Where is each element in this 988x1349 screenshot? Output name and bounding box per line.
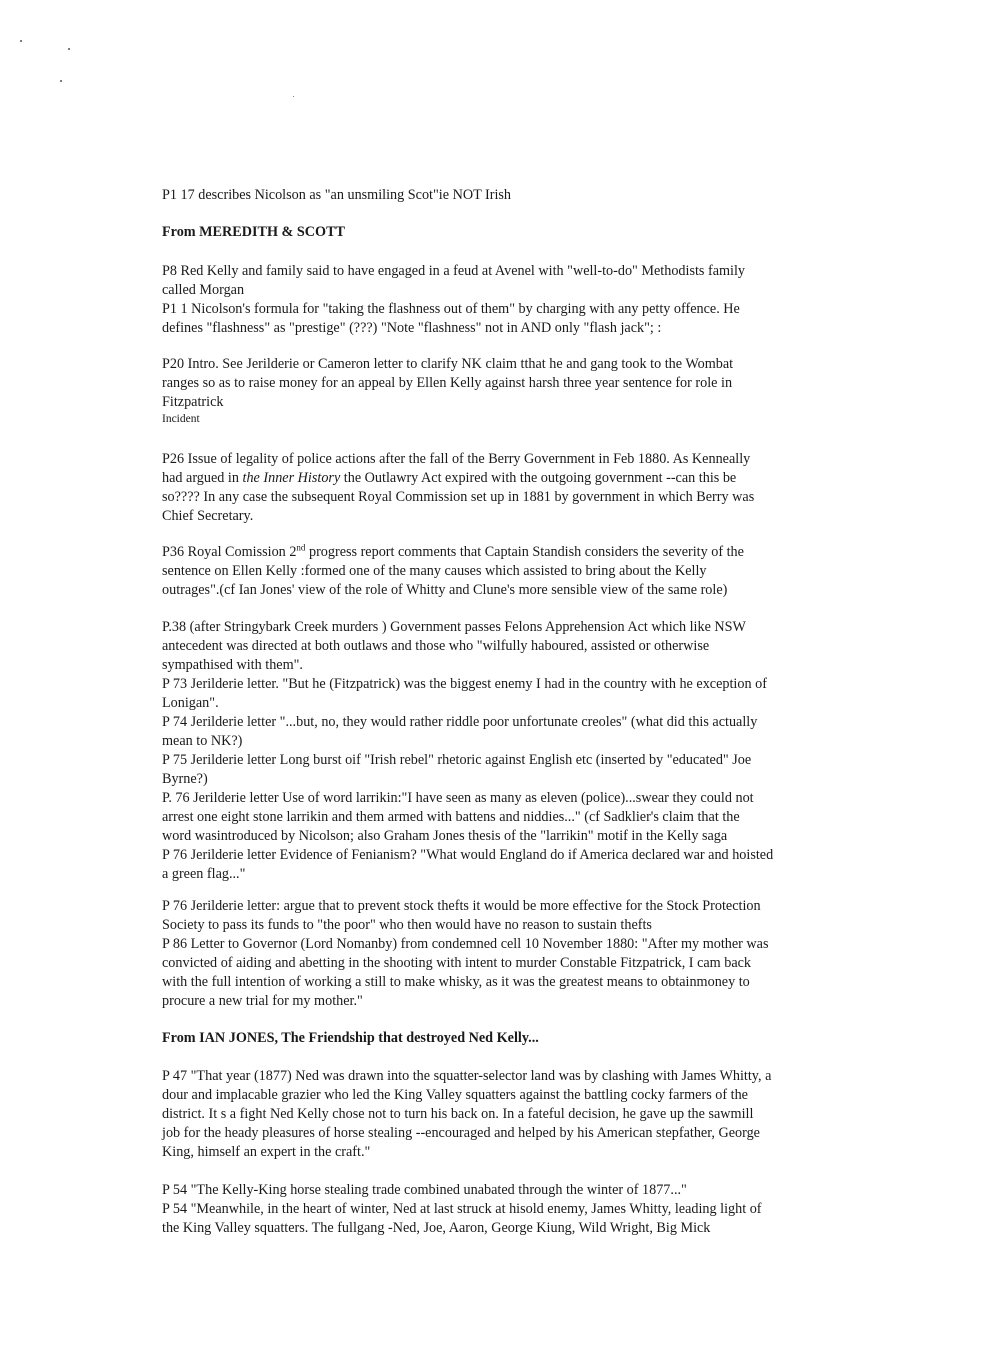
text-line: P 86 Letter to Governor (Lord Nomanby) from condemned cell 10 November 1880: "After my mother was	[162, 936, 769, 952]
text-line: P1 1 Nicolson's formula for "taking the flashness out of them" by charging with any petty offence. He	[162, 301, 740, 317]
paragraph-p36	[162, 543, 874, 600]
text-line: defines "flashness" as "prestige" (???) "Note "flashness" not in AND only "flash jack"; :	[162, 320, 662, 336]
scan-speck	[60, 80, 62, 82]
book-title: the Inner History	[242, 470, 341, 486]
paragraph-p76-p86	[162, 897, 874, 1011]
paragraph-p47	[162, 1067, 874, 1162]
text-line: sentence on Ellen Kelly :formed one of the many causes which assisted to bring about the Kelly	[162, 563, 707, 579]
text-line: Lonigan".	[162, 695, 219, 711]
text-line: Incident	[162, 413, 200, 425]
text-line: Byrne?)	[162, 771, 208, 787]
section-heading-meredith-scott	[162, 223, 874, 242]
text-line: P 54 "The Kelly-King horse stealing trade combined unabated through the winter of 1877..."	[162, 1182, 687, 1198]
text-line: procure a new trial for my mother."	[162, 993, 363, 1009]
text-line: word wasintroduced by Nicolson; also Graham Jones thesis of the "larrikin" motif in the Kelly saga	[162, 828, 728, 844]
text-fragment: P36 Royal Comission 2	[162, 544, 297, 560]
text-line	[162, 543, 874, 562]
text-line: P 76 Jerilderie letter Evidence of Fenianism? "What would England do if America declared war and hoisted	[162, 847, 774, 863]
text-line: King, himself an expert in the craft."	[162, 1144, 371, 1160]
text-line: job for the heady pleasures of horse stealing --encouraged and helped by his American stepfather, George	[162, 1125, 760, 1141]
text-line	[162, 469, 874, 488]
text-line: P1 17 describes Nicolson as "an unsmiling Scot"ie NOT Irish	[162, 187, 512, 203]
paragraph-p38-p76	[162, 618, 874, 884]
text-line: P 76 Jerilderie letter: argue that to prevent stock thefts it would be more effective for the Stock Protection	[162, 898, 761, 914]
text-fragment: progress report comments that Captain Standish considers the severity of the	[305, 544, 744, 560]
paragraph-p8-p11	[162, 262, 874, 338]
text-line: Chief Secretary.	[162, 508, 254, 524]
text-line: P26 Issue of legality of police actions after the fall of the Berry Government in Feb 1880. As Kenneally	[162, 451, 751, 467]
scan-speck	[20, 40, 22, 42]
text-line: P8 Red Kelly and family said to have engaged in a feud at Avenel with "well-to-do" Methodists family	[162, 263, 746, 279]
text-fragment: the Outlawry Act expired with the outgoing government --can this be	[340, 470, 737, 486]
text-line: so???? In any case the subsequent Royal Commission set up in 1881 by government in which Berry was	[162, 489, 755, 505]
text-line: called Morgan	[162, 282, 245, 298]
scan-speck	[293, 96, 294, 97]
paragraph-p26	[162, 450, 874, 526]
text-line: the King Valley squatters. The fullgang -Ned, Joe, Aaron, George Kiung, Wild Wright, Big Mick	[162, 1220, 711, 1236]
text-line: P 75 Jerilderie letter Long burst oif "Irish rebel" rhetoric against English etc (inserted by "educated" Joe	[162, 752, 752, 768]
text-line: Society to pass its funds to "the poor" who then would have no reason to sustain thefts	[162, 917, 652, 933]
text-line: dour and implacable grazier who led the King Valley squatters against the battling cocky farmers of the	[162, 1087, 748, 1103]
text-line: sympathised with them".	[162, 657, 303, 673]
text-line: P.38 (after Stringybark Creek murders ) Government passes Felons Apprehension Act which like NSW	[162, 619, 746, 635]
text-line: Fitzpatrick	[162, 394, 224, 410]
section-heading: From MEREDITH & SCOTT	[162, 224, 346, 240]
section-heading-ian-jones	[162, 1029, 874, 1048]
superscript: nd	[296, 542, 306, 553]
text-line: ranges so as to raise money for an appeal by Ellen Kelly against harsh three year sentence for role in	[162, 375, 733, 391]
text-line: P 74 Jerilderie letter "...but, no, they would rather riddle poor unfortunate creoles" (what did this actually	[162, 714, 758, 730]
text-line: outrages".(cf Ian Jones' view of the role of Whitty and Clune's more sensible view of the same role)	[162, 582, 728, 598]
scan-speck	[68, 48, 70, 50]
text-line: convicted of aiding and abetting in the shooting with intent to murder Constable Fitzpatrick, I cam back	[162, 955, 752, 971]
paragraph-p20	[162, 355, 874, 426]
section-heading: From IAN JONES, The Friendship that destroyed Ned Kelly...	[162, 1030, 539, 1046]
text-line: mean to NK?)	[162, 733, 243, 749]
text-line: P 73 Jerilderie letter. "But he (Fitzpatrick) was the biggest enemy I had in the country with he exception of	[162, 676, 767, 692]
paragraph-p54	[162, 1181, 874, 1238]
text-line: a green flag..."	[162, 866, 246, 882]
text-block-intro	[162, 186, 874, 205]
text-line: antecedent was directed at both outlaws and those who "wilfully haboured, assisted or otherwise	[162, 638, 710, 654]
text-line: P. 76 Jerilderie letter Use of word larrikin:"I have seen as many as eleven (police)...swear they could not	[162, 790, 754, 806]
text-line: district. It s a fight Ned Kelly chose not to turn his back on. In a fateful decision, he gave up the sawmill	[162, 1106, 754, 1122]
text-fragment: had argued in	[162, 470, 243, 486]
text-line: with the full intention of working a still to make whisky, as it was the greatest means to obtainmoney to	[162, 974, 750, 990]
text-line: P20 Intro. See Jerilderie or Cameron letter to clarify NK claim tthat he and gang took to the Wombat	[162, 356, 734, 372]
text-line: arrest one eight stone larrikin and them armed with battens and niddies..." (cf Sadklier's claim that the	[162, 809, 740, 825]
text-line: P 54 "Meanwhile, in the heart of winter, Ned at last struck at hisold enemy, James Whitty, leading light of	[162, 1201, 762, 1217]
text-line: P 47 "That year (1877) Ned was drawn into the squatter-selector land was by clashing with James Whitty, a	[162, 1068, 772, 1084]
